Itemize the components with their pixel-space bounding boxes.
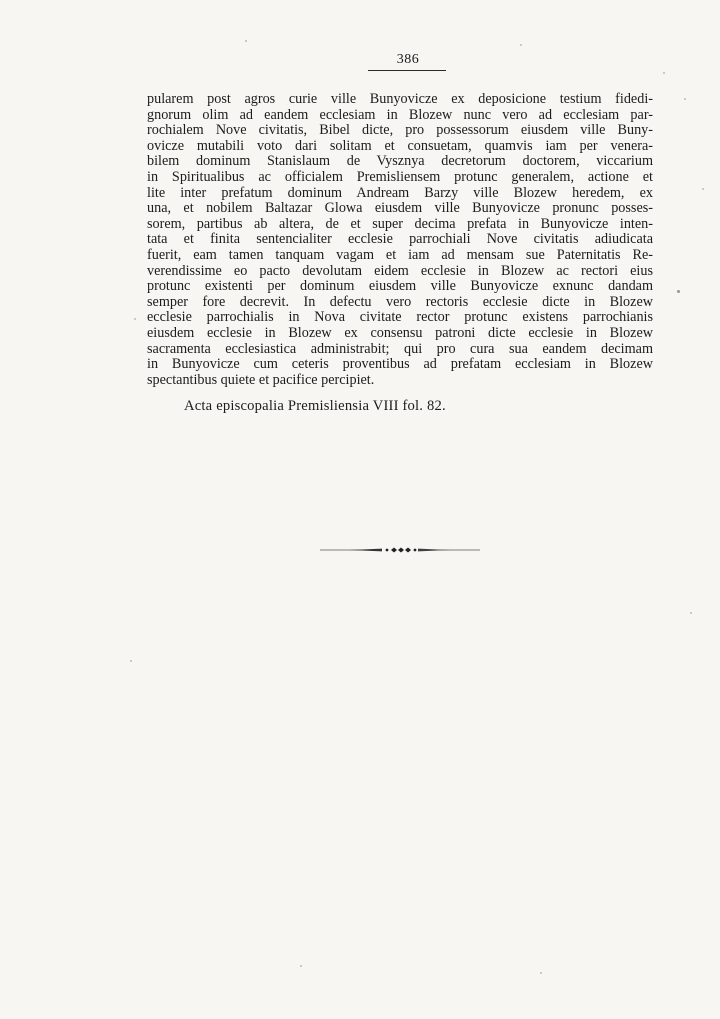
paper-speck	[520, 44, 522, 46]
text-line: una, et nobilem Baltazar Glowa eiusdem ville Bunyovicze pronunc posses-	[147, 201, 653, 217]
paper-speck	[663, 72, 665, 74]
paper-speck	[134, 318, 136, 320]
text-line: fuerit, eam tamen tanquam vagam et iam ad mensam sue Paternitatis Re-	[147, 247, 653, 263]
source-citation: Acta episcopalia Premisliensia VIII fol. 82.	[184, 398, 446, 414]
paper-speck	[684, 98, 686, 100]
paper-speck	[677, 290, 680, 293]
paper-speck	[540, 972, 542, 974]
page-number: 386	[396, 52, 420, 67]
text-line: protunc existenti per dominum eiusdem ville Bunyovicze exnunc dandam	[147, 279, 653, 295]
text-line: rochialem Nove civitatis, Bibel dicte, pro possessorum eiusdem ville Buny-	[147, 123, 653, 139]
ornamental-divider-icon	[320, 543, 480, 555]
paper-speck	[702, 188, 704, 190]
text-line: bilem dominum Stanislaum de Vysznya decretorum doctorem, viccarium	[147, 154, 653, 170]
paper-speck	[245, 40, 247, 42]
text-line: in Bunyovicze cum ceteris proventibus ad prefatam ecclesiam in Blozew	[147, 357, 653, 373]
text-line: verendissime eo pacto devolutam eidem ecclesie in Blozew ac rectori eius	[147, 263, 653, 279]
paper-speck	[690, 612, 692, 614]
text-line: sorem, partibus ab altera, de et super decima prefata in Bunyovicze inten-	[147, 216, 653, 232]
text-line: in Spiritualibus ac officialem Premisliensem protunc generalem, actione et	[147, 169, 653, 185]
text-line: ecclesie parrochialis in Nova civitate rector protunc existens parrochianis	[147, 310, 653, 326]
paper-speck	[130, 660, 132, 662]
text-line: lite inter prefatum dominum Andream Barzy ville Blozew heredem, ex	[147, 185, 653, 201]
text-line: semper fore decrevit. In defectu vero rectoris ecclesie dicte in Blozew	[147, 294, 653, 310]
text-line: spectantibus quiete et pacifice percipiet.	[147, 372, 375, 388]
text-line: sacramenta ecclesiastica administrabit; qui pro cura sua eandem decimam	[147, 341, 653, 357]
body-text	[147, 92, 653, 388]
text-line: tata et finita sentencialiter ecclesie parrochiali Nove civitatis adiudicata	[147, 232, 653, 248]
text-line: eiusdem ecclesie in Blozew ex consensu patroni dicte ecclesie in Blozew	[147, 325, 653, 341]
text-line: ovicze mutabili voto dari solitam et consuetam, quamvis iam per venera-	[147, 138, 653, 154]
text-line: gnorum olim ad eandem ecclesiam in Blozew nunc vero ad ecclesiam par-	[147, 107, 653, 123]
paper-speck	[300, 965, 302, 967]
page-number-rule	[368, 70, 446, 71]
text-line: pularem post agros curie ville Bunyovicze ex deposicione testium fidedi-	[147, 92, 653, 107]
